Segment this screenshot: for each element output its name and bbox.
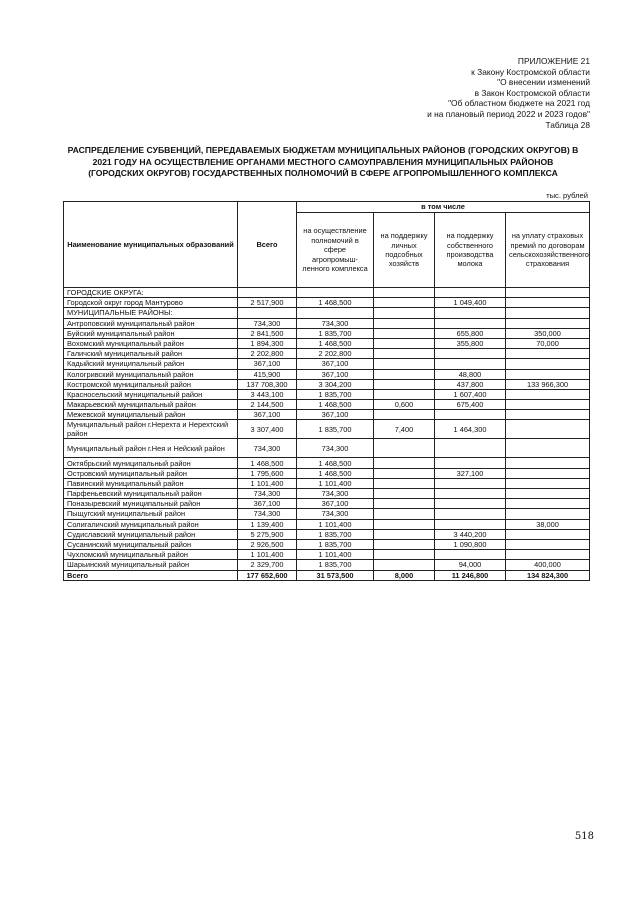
row-household-support — [374, 529, 435, 539]
table-row — [64, 389, 590, 399]
row-agro-powers — [297, 308, 374, 318]
table-row — [64, 478, 590, 488]
row-insurance — [506, 410, 590, 420]
row-milk-support: 3 440,200 — [435, 529, 506, 539]
row-total: 734,300 — [238, 439, 297, 458]
row-household-support — [374, 389, 435, 399]
row-total — [238, 308, 297, 318]
row-agro-powers: 1 468,500 — [297, 298, 374, 308]
row-agro-powers: 734,300 — [297, 509, 374, 519]
row-milk-support: 655,800 — [435, 328, 506, 338]
row-name: Костромской муниципальный район — [64, 379, 238, 389]
row-insurance — [506, 298, 590, 308]
row-insurance: 38,000 — [506, 519, 590, 529]
row-name: Макарьевский муниципальный район — [64, 400, 238, 410]
row-name: Буйский муниципальный район — [64, 328, 238, 338]
row-agro-powers: 1 468,500 — [297, 458, 374, 468]
row-total: 1 101,400 — [238, 478, 297, 488]
table-row — [64, 519, 590, 529]
row-milk-support — [435, 499, 506, 509]
document-title: РАСПРЕДЕЛЕНИЕ СУБВЕНЦИЙ, ПЕРЕДАВАЕМЫХ БЮДЖЕТАМ МУНИЦИПАЛЬНЫХ РАЙОНОВ (ГОРОДСКИХ ОКРУГОВ) В 2021 ГОДУ НА ОСУЩЕСТВЛЕНИЕ ОРГАНАМИ МЕСТНОГО САМОУПРАВЛЕНИЯ МУНИЦИПАЛЬНЫХ РАЙОНОВ (ГОРОДСКИХ ОКРУГОВ) ГОСУДАРСТВЕННЫХ ПОЛНОМОЧИЙ В СФЕРЕ АГРОПРОМЫШЛЕННОГО КОМПЛЕКСА — [67, 145, 579, 179]
row-total: 367,100 — [238, 499, 297, 509]
row-total: 137 708,300 — [238, 379, 297, 389]
row-household-support — [374, 338, 435, 348]
column-header-agro-powers: на осуществление полномочий в сфере агропромыш-ленного комплекса — [297, 213, 374, 288]
row-agro-powers: 1 101,400 — [297, 519, 374, 529]
table-row — [64, 439, 590, 458]
row-agro-powers: 1 468,500 — [297, 338, 374, 348]
row-household-support — [374, 439, 435, 458]
row-insurance — [506, 359, 590, 369]
row-insurance — [506, 499, 590, 509]
row-total: 2 517,900 — [238, 298, 297, 308]
appendix-header — [427, 56, 590, 130]
row-insurance — [506, 349, 590, 359]
row-household-support — [374, 499, 435, 509]
row-household-support — [374, 468, 435, 478]
row-total: 1 468,500 — [238, 458, 297, 468]
appendix-line: и на плановый период 2022 и 2023 годов" — [427, 108, 590, 119]
row-agro-powers — [297, 288, 374, 298]
row-milk-support: 11 246,800 — [435, 570, 506, 580]
row-household-support — [374, 359, 435, 369]
row-household-support — [374, 550, 435, 560]
row-insurance: 400,000 — [506, 560, 590, 570]
row-name: Островский муниципальный район — [64, 468, 238, 478]
row-insurance — [506, 288, 590, 298]
row-total — [238, 288, 297, 298]
row-milk-support — [435, 489, 506, 499]
row-household-support — [374, 560, 435, 570]
row-insurance — [506, 478, 590, 488]
row-insurance — [506, 439, 590, 458]
row-milk-support — [435, 410, 506, 420]
row-agro-powers: 1 468,500 — [297, 468, 374, 478]
table-row — [64, 458, 590, 468]
row-insurance: 134 824,300 — [506, 570, 590, 580]
row-milk-support — [435, 349, 506, 359]
table-row — [64, 499, 590, 509]
row-insurance — [506, 458, 590, 468]
row-name: МУНИЦИПАЛЬНЫЕ РАЙОНЫ: — [64, 308, 238, 318]
row-insurance — [506, 389, 590, 399]
table-row — [64, 298, 590, 308]
appendix-line: "О внесении изменений — [497, 77, 590, 88]
row-household-support — [374, 478, 435, 488]
row-total: 2 329,700 — [238, 560, 297, 570]
total-row — [64, 570, 590, 580]
column-header-insurance: на уплату страховых премий по договорам сельскохозяйственного страхования — [506, 213, 590, 288]
row-name: Антроповский муниципальный район — [64, 318, 238, 328]
row-household-support — [374, 369, 435, 379]
row-name: Межевской муниципальный район — [64, 410, 238, 420]
row-household-support — [374, 458, 435, 468]
row-agro-powers: 1 835,700 — [297, 389, 374, 399]
row-milk-support: 327,100 — [435, 468, 506, 478]
row-total: 5 275,900 — [238, 529, 297, 539]
row-agro-powers: 1 835,700 — [297, 328, 374, 338]
row-agro-powers: 1 468,500 — [297, 400, 374, 410]
row-agro-powers: 367,100 — [297, 499, 374, 509]
row-agro-powers: 734,300 — [297, 318, 374, 328]
table-row — [64, 509, 590, 519]
row-milk-support — [435, 550, 506, 560]
row-milk-support: 94,000 — [435, 560, 506, 570]
row-name: Муниципальный район г.Нерехта и Нерехтский район — [64, 420, 238, 439]
row-insurance: 350,000 — [506, 328, 590, 338]
row-milk-support — [435, 439, 506, 458]
row-agro-powers: 1 835,700 — [297, 420, 374, 439]
row-insurance — [506, 489, 590, 499]
row-household-support — [374, 349, 435, 359]
row-name: Октябрьский муниципальный район — [64, 458, 238, 468]
row-milk-support: 1 464,300 — [435, 420, 506, 439]
table-row — [64, 550, 590, 560]
table-row — [64, 529, 590, 539]
row-milk-support: 437,800 — [435, 379, 506, 389]
row-household-support: 7,400 — [374, 420, 435, 439]
table-row — [64, 369, 590, 379]
row-insurance — [506, 369, 590, 379]
row-agro-powers: 1 835,700 — [297, 560, 374, 570]
row-total: 3 307,400 — [238, 420, 297, 439]
row-agro-powers: 1 101,400 — [297, 550, 374, 560]
row-total: 2 202,800 — [238, 349, 297, 359]
row-name: Судиславский муниципальный район — [64, 529, 238, 539]
row-name: Красносельский муниципальный район — [64, 389, 238, 399]
row-name: Вохомский муниципальный район — [64, 338, 238, 348]
table-row — [64, 318, 590, 328]
row-total: 3 443,100 — [238, 389, 297, 399]
row-total: 734,300 — [238, 489, 297, 499]
row-name: Парфеньевский муниципальный район — [64, 489, 238, 499]
row-milk-support — [435, 519, 506, 529]
appendix-line: в Закон Костромской области — [474, 87, 590, 98]
row-milk-support: 1 049,400 — [435, 298, 506, 308]
row-name: Чухломский муниципальный район — [64, 550, 238, 560]
table-row — [64, 489, 590, 499]
row-agro-powers: 1 835,700 — [297, 539, 374, 549]
row-name: Галичский муниципальный район — [64, 349, 238, 359]
row-milk-support — [435, 458, 506, 468]
row-agro-powers: 734,300 — [297, 439, 374, 458]
row-household-support — [374, 509, 435, 519]
row-milk-support — [435, 318, 506, 328]
row-insurance: 133 966,300 — [506, 379, 590, 389]
row-agro-powers: 367,100 — [297, 359, 374, 369]
appendix-line: ПРИЛОЖЕНИЕ 21 — [517, 56, 590, 66]
page-number: 518 — [574, 831, 594, 842]
row-total: 734,300 — [238, 509, 297, 519]
row-household-support — [374, 489, 435, 499]
row-name: Шарьинский муниципальный район — [64, 560, 238, 570]
row-insurance — [506, 509, 590, 519]
row-total: 177 652,600 — [238, 570, 297, 580]
row-household-support — [374, 379, 435, 389]
row-insurance — [506, 539, 590, 549]
row-total: 1 101,400 — [238, 550, 297, 560]
column-header-total: Всего — [238, 202, 297, 288]
row-agro-powers: 2 202,800 — [297, 349, 374, 359]
row-name: Солигаличский муниципальный район — [64, 519, 238, 529]
row-household-support — [374, 519, 435, 529]
row-agro-powers: 367,100 — [297, 369, 374, 379]
row-insurance — [506, 550, 590, 560]
row-milk-support — [435, 509, 506, 519]
column-header-including: в том числе — [297, 202, 590, 213]
row-total: 734,300 — [238, 318, 297, 328]
table-row — [64, 379, 590, 389]
row-total: 1 795,600 — [238, 468, 297, 478]
row-name: Муниципальный район г.Нея и Нейский район — [64, 439, 238, 458]
units-label: тыс. рублей — [546, 191, 588, 200]
row-agro-powers: 1 101,400 — [297, 478, 374, 488]
row-total: 2 144,500 — [238, 400, 297, 410]
row-agro-powers: 367,100 — [297, 410, 374, 420]
appendix-line: к Закону Костромской области — [471, 66, 590, 77]
row-insurance — [506, 318, 590, 328]
row-insurance — [506, 420, 590, 439]
table-row — [64, 420, 590, 439]
row-total: 1 894,300 — [238, 338, 297, 348]
row-agro-powers: 3 304,200 — [297, 379, 374, 389]
column-header-name: Наименование муниципальных образований — [64, 202, 238, 288]
row-total: 2 841,500 — [238, 328, 297, 338]
row-name: Павинский муниципальный район — [64, 478, 238, 488]
table-row — [64, 288, 590, 298]
subsidy-table — [63, 201, 590, 581]
row-household-support: 8,000 — [374, 570, 435, 580]
row-household-support — [374, 308, 435, 318]
table-row — [64, 468, 590, 478]
row-name: Пыщугский муниципальный район — [64, 509, 238, 519]
row-household-support — [374, 298, 435, 308]
table-row — [64, 359, 590, 369]
row-household-support — [374, 318, 435, 328]
row-name: Кологривский муниципальный район — [64, 369, 238, 379]
table-row — [64, 349, 590, 359]
row-milk-support: 675,400 — [435, 400, 506, 410]
row-insurance — [506, 400, 590, 410]
table-row — [64, 560, 590, 570]
row-milk-support: 355,800 — [435, 338, 506, 348]
row-name: ГОРОДСКИЕ ОКРУГА: — [64, 288, 238, 298]
row-insurance — [506, 529, 590, 539]
row-name: Городской округ город Мантурово — [64, 298, 238, 308]
row-name: Кадыйский муниципальный район — [64, 359, 238, 369]
row-name: Поназыревский муниципальный район — [64, 499, 238, 509]
row-total: 367,100 — [238, 359, 297, 369]
row-name: Сусанинский муниципальный район — [64, 539, 238, 549]
appendix-line: "Об областном бюджете на 2021 год — [448, 98, 590, 109]
row-insurance — [506, 308, 590, 318]
table-row — [64, 410, 590, 420]
row-milk-support: 48,800 — [435, 369, 506, 379]
row-total: 367,100 — [238, 410, 297, 420]
row-agro-powers: 1 835,700 — [297, 529, 374, 539]
row-household-support: 0,600 — [374, 400, 435, 410]
row-household-support — [374, 410, 435, 420]
row-insurance — [506, 468, 590, 478]
row-milk-support — [435, 308, 506, 318]
row-household-support — [374, 539, 435, 549]
row-agro-powers: 734,300 — [297, 489, 374, 499]
row-milk-support: 1 090,800 — [435, 539, 506, 549]
row-name: Всего — [64, 570, 238, 580]
row-milk-support — [435, 288, 506, 298]
row-total: 2 926,500 — [238, 539, 297, 549]
table-number: Таблица 28 — [545, 119, 590, 130]
table-body — [64, 288, 590, 581]
column-header-household-support: на поддержку личных подсобных хозяйств — [374, 213, 435, 288]
row-milk-support — [435, 478, 506, 488]
table-row — [64, 539, 590, 549]
table-row — [64, 308, 590, 318]
table-row — [64, 328, 590, 338]
row-total: 415,900 — [238, 369, 297, 379]
row-milk-support: 1 607,400 — [435, 389, 506, 399]
row-milk-support — [435, 359, 506, 369]
table-row — [64, 400, 590, 410]
row-household-support — [374, 328, 435, 338]
row-household-support — [374, 288, 435, 298]
table-row — [64, 338, 590, 348]
row-agro-powers: 31 573,500 — [297, 570, 374, 580]
row-total: 1 139,400 — [238, 519, 297, 529]
column-header-milk-support: на поддержку собственного производства молока — [435, 213, 506, 288]
row-insurance: 70,000 — [506, 338, 590, 348]
